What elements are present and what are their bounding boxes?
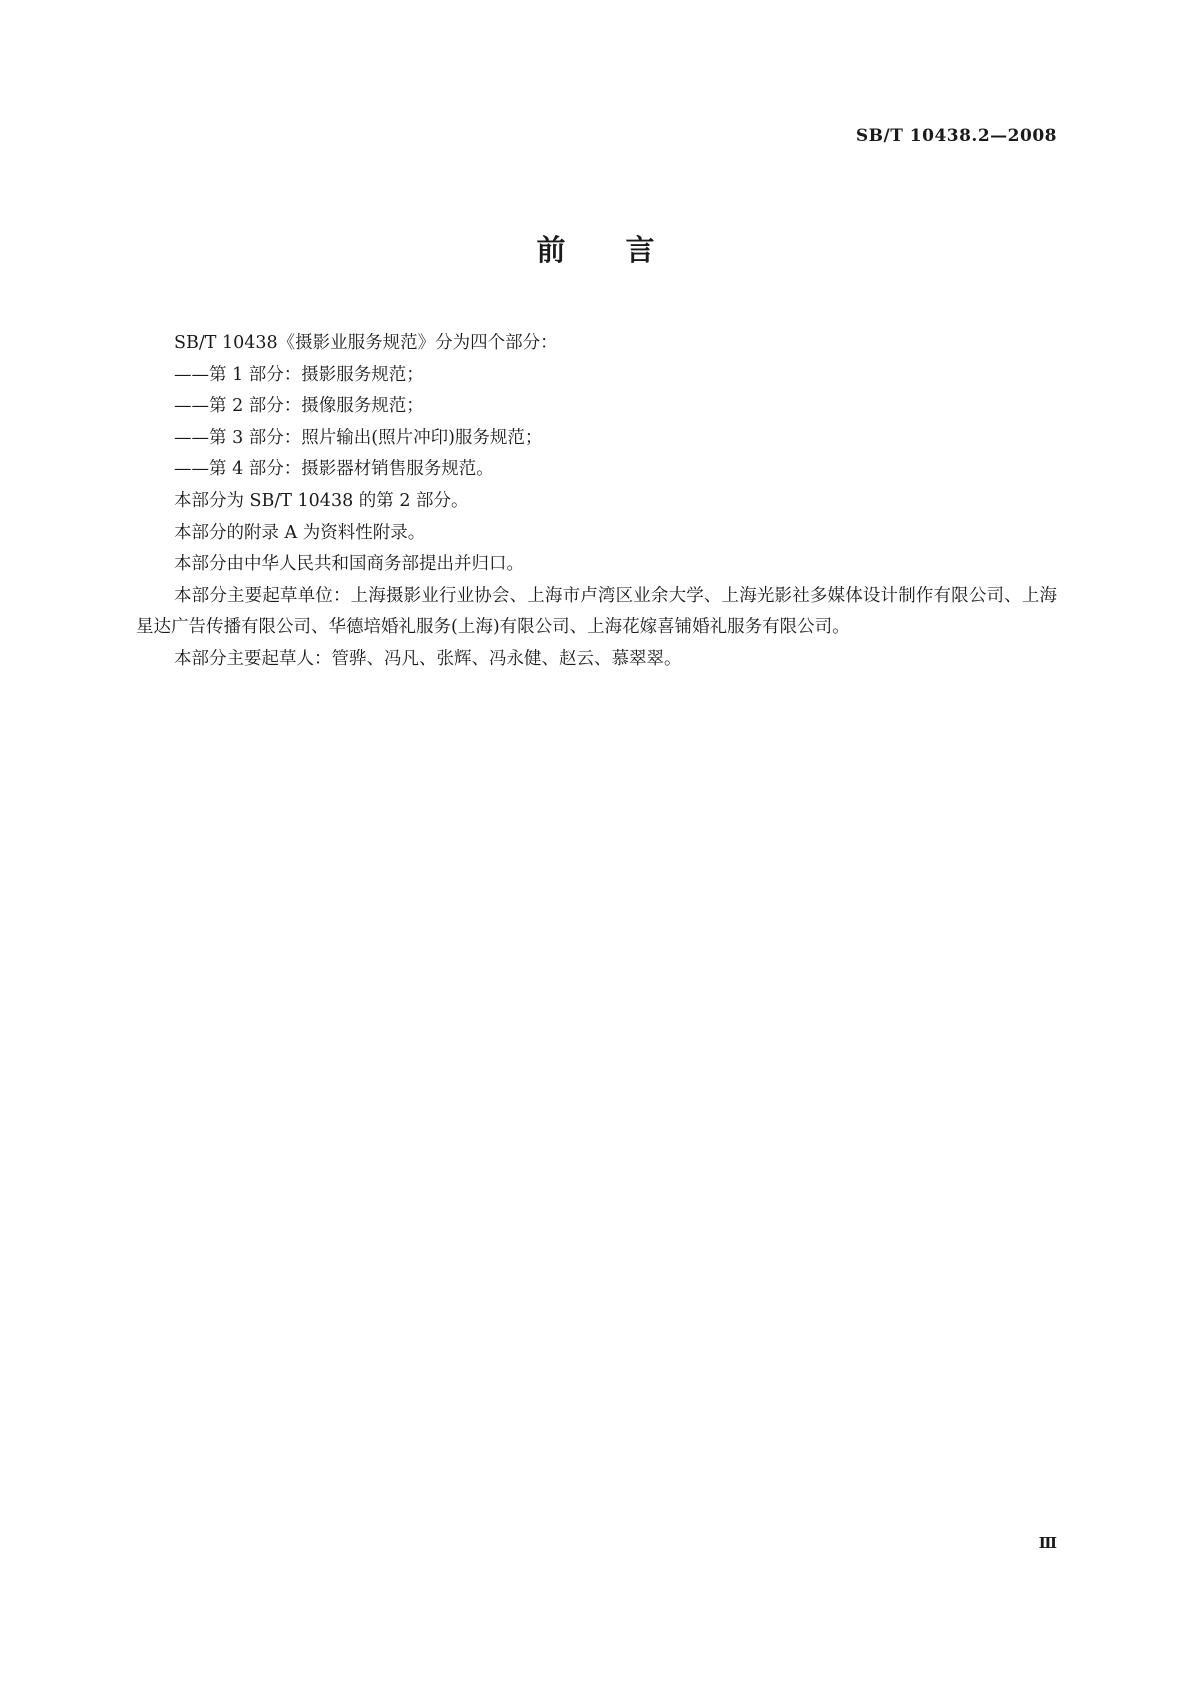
appendix-statement-paragraph: 本部分的附录 A 为资料性附录。 — [174, 522, 426, 543]
part-list-item-2: ——第 2 部分：摄像服务规范； — [174, 396, 424, 417]
part-list-item-1: ——第 1 部分：摄影服务规范； — [174, 364, 424, 385]
page-number: Ⅲ — [1038, 1534, 1057, 1552]
drafters-paragraph: 本部分主要起草人：管骅、冯凡、张辉、冯永健、赵云、慕翠翠。 — [174, 648, 682, 669]
foreword-body — [136, 328, 1057, 676]
intro-paragraph: SB/T 10438《摄影业服务规范》分为四个部分： — [174, 333, 558, 353]
part-statement-paragraph: 本部分为 SB/T 10438 的第 2 部分。 — [174, 490, 469, 511]
part-list-item-4: ——第 4 部分：摄影器材销售服务规范。 — [174, 459, 494, 480]
part-list-item-3: ——第 3 部分：照片输出(照片冲印)服务规范； — [174, 427, 543, 448]
proposer-statement-paragraph: 本部分由中华人民共和国商务部提出并归口。 — [174, 554, 524, 575]
standard-code-header: SB/T 10438.2—2008 — [855, 126, 1057, 146]
drafting-units-paragraph: 本部分主要起草单位：上海摄影业行业协会、上海市卢湾区业余大学、上海光影社多媒体设计制作有限公司、上海星达广告传播有限公司、华德培婚礼服务(上海)有限公司、上海花嫁喜铺婚礼服务有限公司。 — [136, 585, 1057, 638]
foreword-title: 前言 — [536, 233, 715, 267]
